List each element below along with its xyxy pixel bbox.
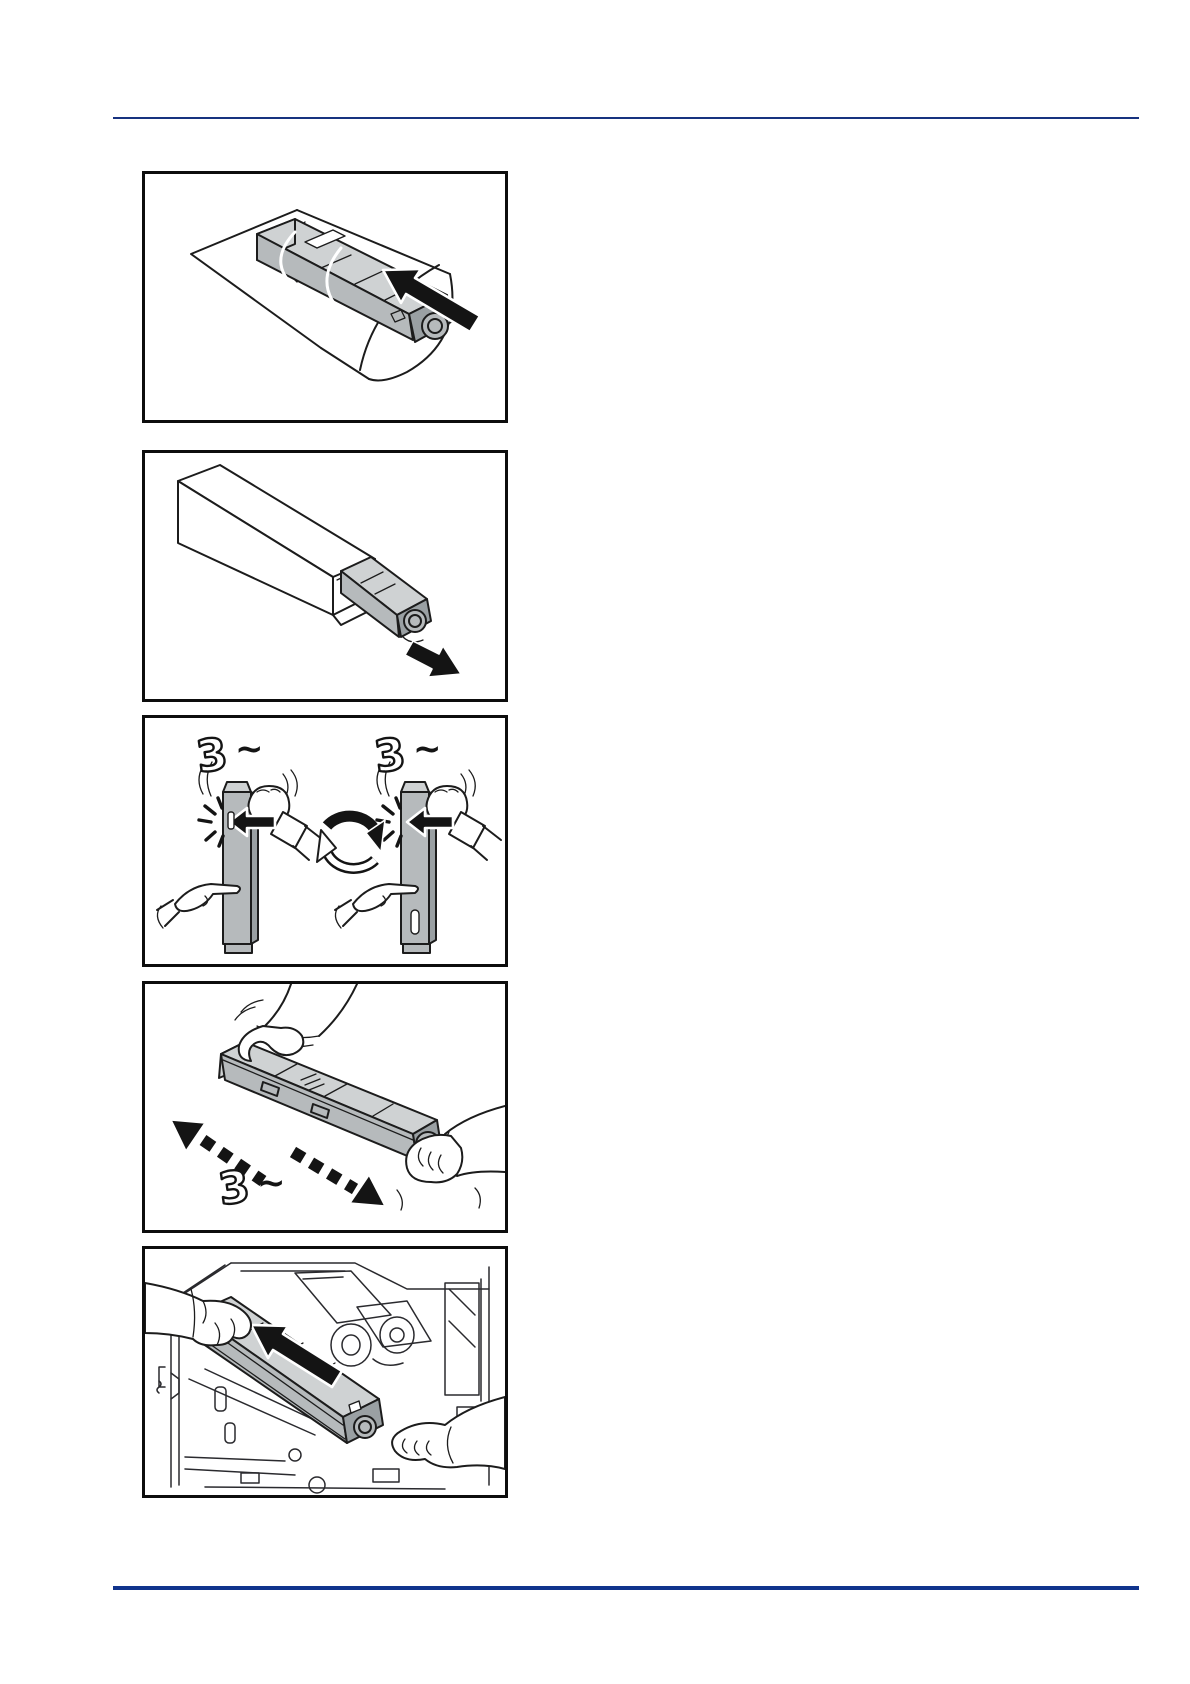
figure-toner-out-of-carton	[142, 450, 508, 702]
arrow-down-right-icon	[405, 641, 461, 677]
figure-shake-toner-container	[142, 981, 508, 1233]
illustration-toner-out-of-carton	[145, 453, 505, 699]
dashed-arrow-down-right-icon	[293, 1152, 385, 1206]
svg-text:3: 3	[371, 728, 409, 784]
illustration-shake-toner-container	[145, 984, 505, 1230]
illustration-toner-into-bag	[145, 174, 505, 420]
svg-text:3: 3	[215, 1160, 253, 1216]
footer-rule	[113, 1586, 1139, 1590]
toner-container	[341, 557, 431, 642]
svg-text:3: 3	[193, 728, 231, 784]
left-hand	[145, 1283, 251, 1345]
tap-left-group	[157, 762, 323, 953]
toner-container	[219, 1042, 441, 1160]
tap-right-group	[335, 762, 501, 953]
figure-install-toner-container	[142, 1246, 508, 1498]
shake-count-tilde: ~	[413, 729, 442, 769]
figure-tap-toner-container	[142, 715, 508, 967]
illustration-install-toner-container	[145, 1249, 505, 1495]
shake-count-tilde: ~	[257, 1163, 286, 1203]
shake-count-label	[193, 729, 230, 784]
shake-count-label	[371, 729, 408, 784]
right-hand	[392, 1397, 505, 1469]
shake-count-tilde: ~	[235, 729, 264, 769]
illustration-tap-toner-container	[145, 718, 505, 964]
figure-toner-into-bag	[142, 171, 508, 423]
rotate-over-icon	[317, 816, 385, 868]
header-rule	[113, 117, 1139, 119]
